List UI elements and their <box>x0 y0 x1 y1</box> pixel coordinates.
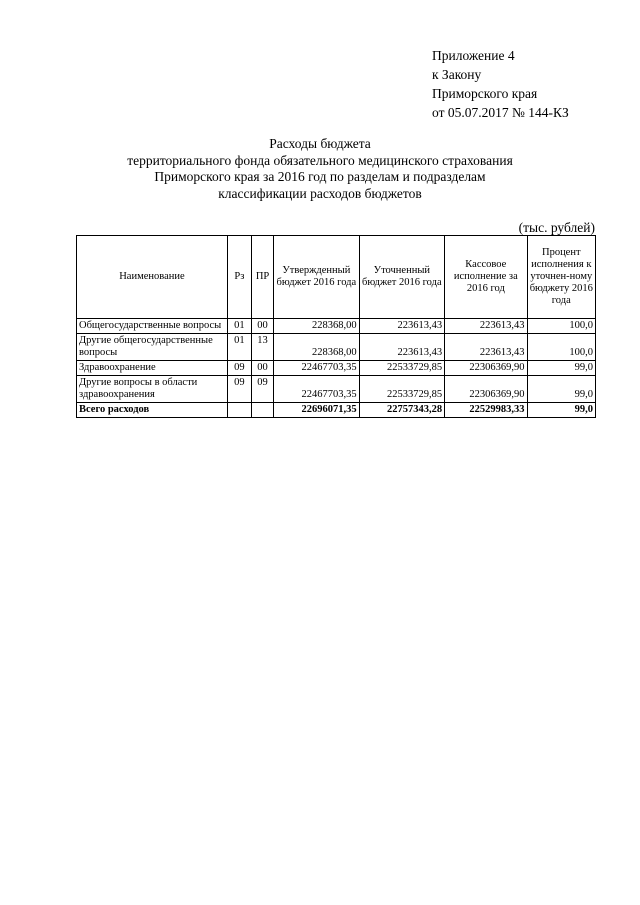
row-percent: 100,0 <box>527 334 595 361</box>
row-rz: 09 <box>227 376 251 403</box>
row-approved: 22467703,35 <box>274 361 359 376</box>
row-name: Другие вопросы в области здравоохранения <box>77 376 228 403</box>
table-header-row <box>77 236 596 319</box>
document-title <box>60 136 580 202</box>
annex-line-1: Приложение 4 <box>432 48 515 63</box>
total-rz <box>227 403 251 418</box>
title-line-1: Расходы бюджета <box>269 136 371 151</box>
row-cash: 22306369,90 <box>445 376 527 403</box>
row-revised: 22533729,85 <box>359 376 444 403</box>
row-approved: 228368,00 <box>274 334 359 361</box>
row-rz: 01 <box>227 334 251 361</box>
row-pr: 00 <box>251 319 273 334</box>
annex-block <box>432 46 569 122</box>
row-revised: 223613,43 <box>359 319 444 334</box>
header-revised: Уточненный бюджет 2016 года <box>359 236 444 319</box>
row-pr: 00 <box>251 361 273 376</box>
header-cash: Кассовое исполнение за 2016 год <box>445 236 527 319</box>
total-cash: 22529983,33 <box>445 403 527 418</box>
row-percent: 100,0 <box>527 319 595 334</box>
budget-table <box>76 235 596 418</box>
table-row <box>77 376 596 403</box>
row-name: Здравоохранение <box>77 361 228 376</box>
title-line-2: территориального фонда обязательного медицинского страхования <box>127 152 513 168</box>
units-label: (тыс. рублей) <box>518 220 595 235</box>
table-row <box>77 334 596 361</box>
total-name: Всего расходов <box>77 403 228 418</box>
row-percent: 99,0 <box>527 376 595 403</box>
total-approved: 22696071,35 <box>274 403 359 418</box>
row-pr: 09 <box>251 376 273 403</box>
title-line-4: классификации расходов бюджетов <box>218 185 422 201</box>
row-approved: 22467703,35 <box>274 376 359 403</box>
annex-line-2: к Закону <box>432 67 482 82</box>
row-name: Другие общегосударственные вопросы <box>77 334 228 361</box>
row-revised: 223613,43 <box>359 334 444 361</box>
table-row <box>77 361 596 376</box>
total-row <box>77 403 596 418</box>
table-row <box>77 319 596 334</box>
row-cash: 223613,43 <box>445 334 527 361</box>
annex-line-3: Приморского края <box>432 86 538 101</box>
row-approved: 228368,00 <box>274 319 359 334</box>
row-rz: 09 <box>227 361 251 376</box>
row-cash: 22306369,90 <box>445 361 527 376</box>
row-cash: 223613,43 <box>445 319 527 334</box>
row-revised: 22533729,85 <box>359 361 444 376</box>
total-pr <box>251 403 273 418</box>
row-rz: 01 <box>227 319 251 334</box>
header-percent: Процент исполнения к уточнен-ному бюджету 2016 года <box>527 236 595 319</box>
header-name: Наименование <box>77 236 228 319</box>
header-approved: Утвержденный бюджет 2016 года <box>274 236 359 319</box>
row-percent: 99,0 <box>527 361 595 376</box>
header-rz: Рз <box>227 236 251 319</box>
row-name: Общегосударственные вопросы <box>77 319 228 334</box>
title-line-3: Приморского края за 2016 год по разделам и подразделам <box>154 169 486 184</box>
annex-line-4: от 05.07.2017 № 144-КЗ <box>432 105 569 120</box>
header-pr: ПР <box>251 236 273 319</box>
total-revised: 22757343,28 <box>359 403 444 418</box>
total-percent: 99,0 <box>527 403 595 418</box>
row-pr: 13 <box>251 334 273 361</box>
